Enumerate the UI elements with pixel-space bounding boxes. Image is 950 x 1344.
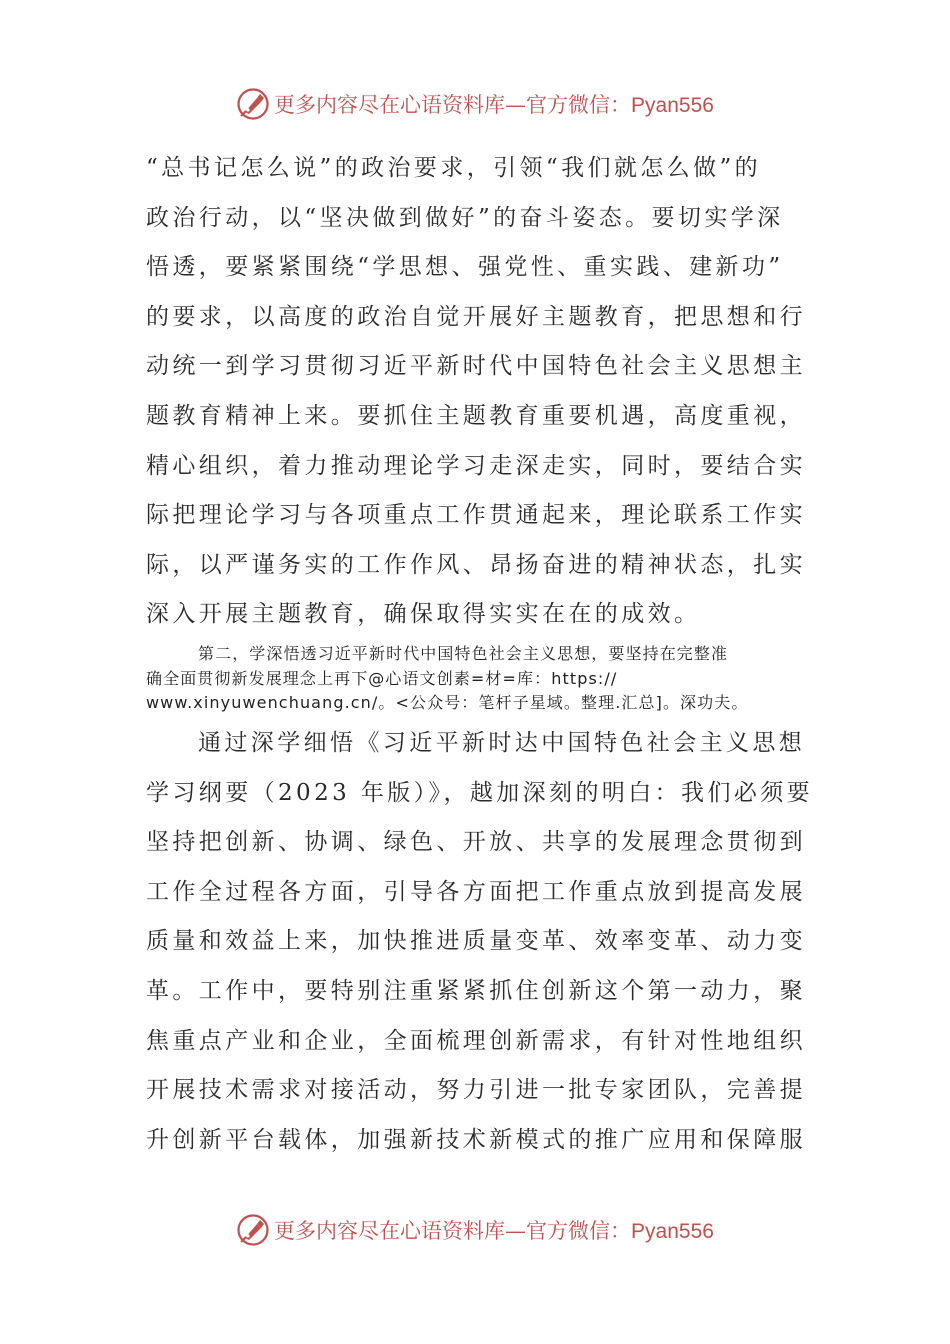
text-line: 际，以严谨务实的工作作风、昂扬奋进的精神状态，扎实 xyxy=(146,551,806,578)
text-line: 动统一到学习贯彻习近平新时代中国特色社会主义思想主 xyxy=(146,353,806,380)
banner-text xyxy=(274,1215,714,1245)
text-line: 第二，学深悟透习近平新时代中国特色社会主义思想，要坚持在完整准 xyxy=(198,644,729,663)
text-line: 坚持把创新、协调、绿色、开放、共享的发展理念贯彻到 xyxy=(146,829,806,856)
text-line: “总书记怎么说”的政治要求，引领“我们就怎么做”的 xyxy=(146,155,762,181)
paragraph-3 xyxy=(146,719,814,1165)
text-line: 悟透，要紧紧围绕“学思想、强党性、重实践、建新功” xyxy=(146,254,784,281)
text-line: 开展技术需求对接活动，努力引进一批专家团队，完善提 xyxy=(146,1077,806,1104)
text-line: 焦重点产业和企业，全面梳理创新需求，有针对性地组织 xyxy=(146,1027,806,1054)
text-line: 精心组织，着力推动理论学习走深走实，同时，要结合实 xyxy=(146,452,806,479)
text-line: 政治行动，以“坚决做到做好”的奋斗姿态。要切实学深 xyxy=(146,204,784,231)
pen-logo-icon xyxy=(236,1213,270,1247)
text-line: 工作全过程各方面，引导各方面把工作重点放到提高发展 xyxy=(146,878,806,905)
text-line: 学习纲要（2023 年版）》，越加深刻的明白：我们必须要 xyxy=(146,779,814,806)
text-line: 题教育精神上来。要抓住主题教育重要机遇，高度重视， xyxy=(146,402,806,429)
text-line: 确全面贯彻新发展理念上再下@心语文创素=材=库：https:// xyxy=(146,668,618,688)
banner-wechat-id: Pyan556 xyxy=(631,1220,714,1243)
header-banner xyxy=(0,84,950,124)
text-line: 际把理论学习与各项重点工作贯通起来，理论联系工作实 xyxy=(146,502,806,529)
banner-text xyxy=(274,89,714,119)
text-line: 的要求，以高度的政治自觉开展好主题教育，把思想和行 xyxy=(146,303,806,330)
text-line: 升创新平台载体，加强新技术新模式的推广应用和保障服 xyxy=(146,1126,806,1153)
banner-wechat-id: Pyan556 xyxy=(631,94,714,117)
text-line: 革。工作中，要特别注重紧紧抓住创新这个第一动力，聚 xyxy=(146,977,806,1004)
text-line: 通过深学细悟《习近平新时达中国特色社会主义思想 xyxy=(198,730,806,756)
text-line: www.xinyuwenchuang.cn/。<公众号：笔杆子星域。整理.汇总]。深功夫。 xyxy=(146,693,749,712)
text-line: 深入开展主题教育，确保取得实实在在的成效。 xyxy=(146,601,701,628)
banner-label: 更多内容尽在心语资料库—官方微信： xyxy=(274,93,632,117)
pen-logo-icon xyxy=(236,87,270,121)
paragraph-1 xyxy=(146,144,806,640)
banner-label: 更多内容尽在心语资料库—官方微信： xyxy=(274,1219,632,1243)
footer-banner xyxy=(0,1210,950,1250)
text-line: 质量和效益上来，加快推进质量变革、效率变革、动力变 xyxy=(146,928,806,955)
paragraph-2 xyxy=(146,642,806,716)
